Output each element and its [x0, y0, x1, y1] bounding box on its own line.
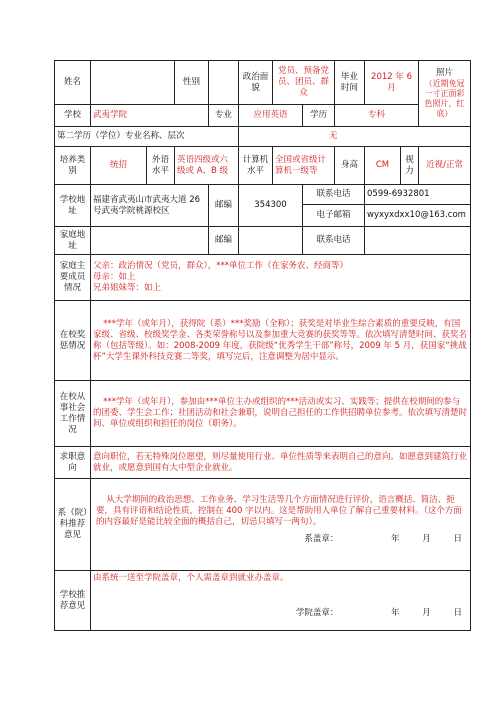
major-label: 专业: [209, 105, 239, 127]
zip-label: 邮编: [209, 185, 239, 227]
dept-seal: 系盖章：: [304, 534, 339, 544]
computer-label: 计算机水平: [239, 147, 273, 185]
school-addr-label: 学校地址: [55, 185, 91, 227]
email-label: 电子邮箱: [303, 205, 365, 227]
row-job-intent: [55, 447, 471, 479]
phone-value[interactable]: 0599-6932801: [365, 185, 471, 205]
dept-value[interactable]: [91, 479, 471, 571]
dept-month: 月: [422, 534, 431, 544]
family-siblings: 兄弟姐妹等：如上: [93, 283, 162, 293]
school-rec-text: 由系统一送至学院盖章，个人需盖章到就业办盖章。: [93, 573, 289, 583]
vision-label: 视力: [401, 147, 419, 185]
awards-value[interactable]: ***学年（或年月），获得院（系）***奖励（全称）；获奖是对毕业生综合素质的重要反映，有国家级、省级、校级奖学金、各类荣誉称号以及参加重大竞赛的获奖等等。依次填写清楚时间、获奖名称（包括等级）。如：2008-2009 年度，获院级“优秀学生干部”称号，2009 年 5 月，获国家“挑战杯”大学生课外科技竞赛二等奖，填写完后，注意调整为居中显示。: [91, 301, 471, 381]
dept-signature: [93, 534, 468, 545]
row-name: [55, 61, 471, 105]
computer-value[interactable]: 全国或省级计算机一级等: [273, 147, 335, 185]
school-rec-label: 学校推荐意见: [55, 571, 91, 631]
foreign-label: 外语水平: [147, 147, 175, 185]
degree-label: 学历: [303, 105, 335, 127]
dept-year: 年: [391, 534, 400, 544]
family-mother: 母亲：如上: [93, 272, 136, 282]
row-awards: [55, 301, 471, 381]
school-addr-value[interactable]: 福建省武夷山市武夷大道 26 号武夷学院桃源校区: [91, 185, 209, 227]
photo-label: 照片: [436, 68, 454, 78]
degree-value[interactable]: 专科: [335, 105, 419, 127]
registration-form: [54, 60, 470, 631]
second-degree-value[interactable]: 无: [239, 127, 471, 147]
intent-label: 求职意向: [55, 447, 91, 479]
height-value[interactable]: CM: [365, 147, 401, 185]
home-zip-value[interactable]: [239, 227, 303, 255]
row-dept-recommendation: [55, 479, 471, 571]
row-school-address-1: [55, 185, 471, 205]
dept-label: 系（院）科推荐意见: [55, 479, 91, 571]
second-degree-label: 第二学历（学位）专业名称、层次: [55, 127, 239, 147]
row-family: [55, 255, 471, 301]
photo-note: （近期免冠一寸正面彩色照片，红底）: [424, 79, 465, 118]
dept-text: 从大学期间的政治思想、工作业务、学习生活等几个方面情况进行评价，语言概括、简洁、扼要，具有评语和结论性质，控制在 400 字以内。这是帮助用人单位了解自己重要材料。（这个方面的内容最好是能比较全面的概括自己，切忌只填写一两句）。: [96, 495, 462, 527]
home-addr-label: 家庭地址: [55, 227, 91, 255]
name-value[interactable]: [91, 61, 175, 105]
social-label: 在校从事社会工作情况: [55, 381, 91, 447]
school-seal: 学院盖章：: [295, 608, 339, 618]
row-social-work: [55, 381, 471, 447]
row-home-address: [55, 227, 471, 255]
name-label: 姓名: [55, 61, 91, 105]
family-value[interactable]: [91, 255, 471, 301]
zip-value[interactable]: 354300: [239, 185, 303, 227]
form-table: [54, 60, 471, 631]
home-phone-label: 联系电话: [303, 227, 365, 255]
family-father: 父亲：政治情况（党员，群众），***单位工作（在家务农、经商等）: [93, 261, 349, 271]
family-label: 家庭主要成员情况: [55, 255, 91, 301]
intent-value[interactable]: 意向职位，若无特殊岗位愿望，则尽量使用行业、单位性质等来表明自己的意向。如愿意到建筑行业就业，或愿意到国有大中型企业就业。: [91, 447, 471, 479]
politics-value[interactable]: 党员、预备党员、团员、群众: [273, 61, 335, 105]
school-signature: [93, 608, 468, 619]
gender-label: 性别: [175, 61, 209, 105]
row-school-recommendation: [55, 571, 471, 631]
email-value[interactable]: wyxyxdxx10@163.com: [365, 205, 471, 227]
grad-time-label: 毕业时间: [335, 61, 365, 105]
home-phone-value[interactable]: [365, 227, 471, 255]
height-label: 身高: [335, 147, 365, 185]
major-value[interactable]: 应用英语: [239, 105, 303, 127]
training-label: 培养类别: [55, 147, 91, 185]
foreign-value[interactable]: 英语四级或六级或 A、B 级: [175, 147, 239, 185]
home-addr-value[interactable]: [91, 227, 209, 255]
school-value[interactable]: 武夷学院: [91, 105, 209, 127]
social-value[interactable]: ***学年（或年月），参加由***单位主办或组织的***活动或实习、实践等；提供在校期间的参与的团委、学生会工作；社团活动和社会兼职，说明自己担任的工作供招聘单位参考。依次填写清楚时间、单位或组织和担任的岗位（职务）。: [91, 381, 471, 447]
row-school: [55, 105, 471, 127]
school-month: 月: [422, 608, 431, 618]
school-year: 年: [391, 608, 400, 618]
school-day: 日: [453, 608, 463, 618]
grad-time-value[interactable]: 2012 年 6 月: [365, 61, 419, 105]
row-second-degree: [55, 127, 471, 147]
dept-day: 日: [453, 534, 463, 544]
phone-label: 联系电话: [303, 185, 365, 205]
home-zip-label: 邮编: [209, 227, 239, 255]
row-training: [55, 147, 471, 185]
training-value[interactable]: 统招: [91, 147, 147, 185]
photo-cell[interactable]: [419, 61, 471, 127]
gender-value[interactable]: [209, 61, 239, 105]
politics-label: 政治面貌: [239, 61, 273, 105]
school-label: 学校: [55, 105, 91, 127]
awards-label: 在校奖惩情况: [55, 301, 91, 381]
vision-value[interactable]: 近视/正常: [419, 147, 471, 185]
school-rec-value[interactable]: [91, 571, 471, 631]
